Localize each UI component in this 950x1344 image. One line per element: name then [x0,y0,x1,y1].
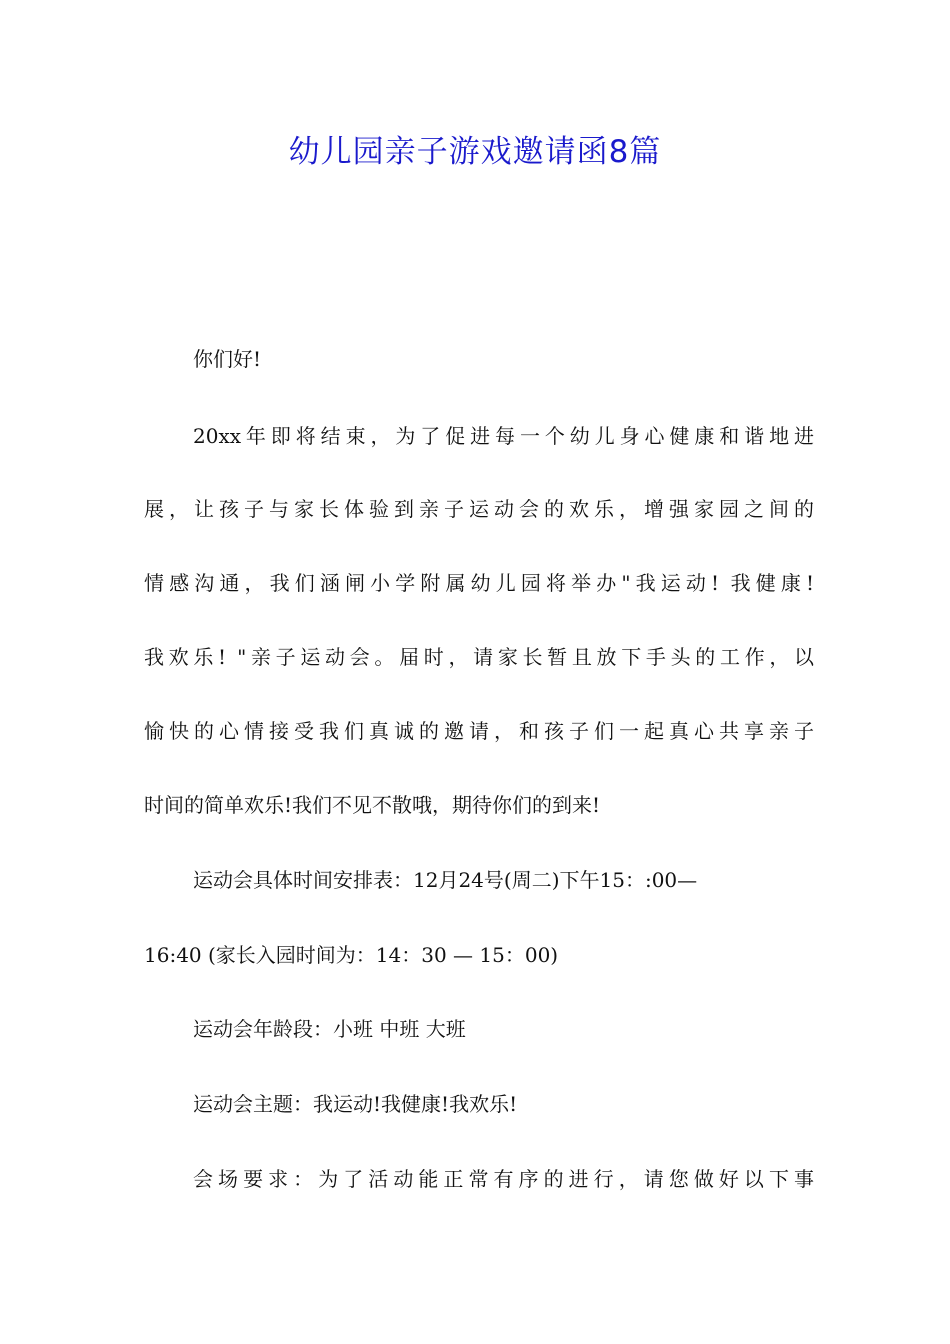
paragraph-line: 我欢乐! "亲子运动会。届时，请家长暂且放下手头的工作，以 [144,645,814,669]
paragraph-line: 情感沟通，我们涵闸小学附属幼儿园将举办"我运动! 我健康! [144,571,814,595]
paragraph-line: 时间的简单欢乐!我们不见不散哦，期待你们的到来! [144,793,601,817]
document-title: 幼儿园亲子游戏邀请函8篇 [288,134,662,170]
schedule-line: 16:40 (家长入园时间为：14：30 — 15：00) [144,943,559,967]
paragraph-line: 愉快的心情接受我们真诚的邀请，和孩子们一起真心共享亲子 [144,719,814,743]
paragraph-line: 20xx年即将结束，为了促进每一个幼儿身心健康和谐地进 [193,424,814,448]
venue-requirements-line: 会场要求：为了活动能正常有序的进行，请您做好以下事 [193,1167,814,1191]
greeting-line: 你们好! [193,347,262,371]
theme-line: 运动会主题：我运动!我健康!我欢乐! [193,1092,518,1116]
paragraph-line: 展，让孩子与家长体验到亲子运动会的欢乐，增强家园之间的 [144,497,814,521]
age-group-line: 运动会年龄段：小班 中班 大班 [193,1017,466,1041]
schedule-line: 运动会具体时间安排表：12月24号(周二)下午15：:00— [193,868,698,892]
